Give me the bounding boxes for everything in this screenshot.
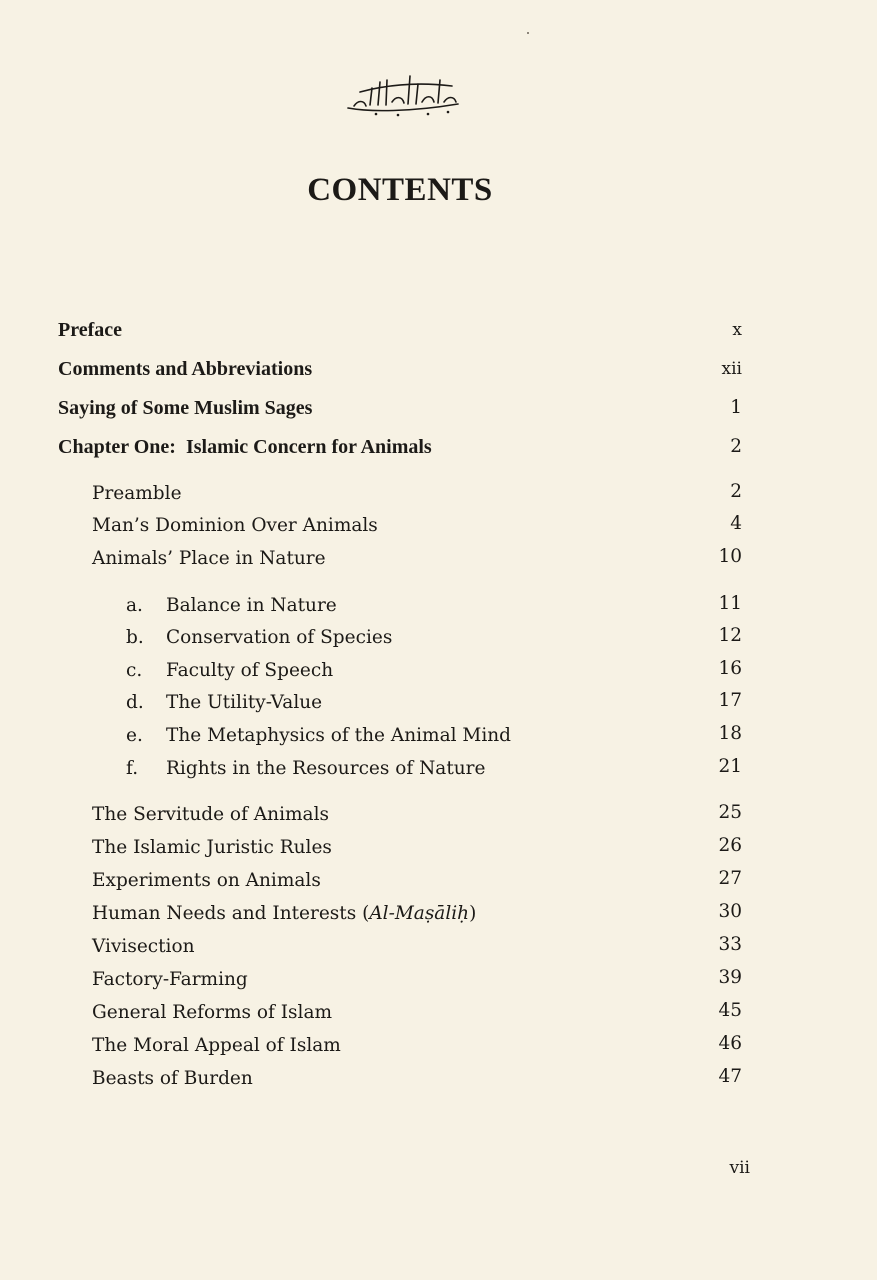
toc-entry-chapter-one <box>58 433 432 461</box>
toc-entry-label: Saying of Some Muslim Sages <box>58 397 313 419</box>
entry-letter: c. <box>126 660 143 681</box>
toc-page-number: 11 <box>718 593 742 614</box>
entry-letter: a. <box>126 595 143 616</box>
toc-entry-preface <box>58 316 122 344</box>
toc-page-number: 4 <box>730 513 742 534</box>
toc-page-number: 27 <box>718 868 742 889</box>
toc-page-number: 45 <box>718 1000 742 1021</box>
entry-letter: b. <box>126 627 144 648</box>
toc-subentry: The Islamic Juristic Rules <box>92 837 332 858</box>
chapter-number: Chapter One: <box>58 436 176 458</box>
toc-page-number: 46 <box>718 1033 742 1054</box>
toc-page-number: 33 <box>718 934 742 955</box>
toc-lettered-entry: b. Conservation of Species <box>126 624 392 652</box>
toc-subentry: Experiments on Animals <box>92 870 321 891</box>
toc-page-number: 12 <box>718 625 742 646</box>
toc-subentry: Vivisection <box>92 936 195 957</box>
entry-letter: f. <box>126 758 139 779</box>
toc-page-number: 39 <box>718 967 742 988</box>
toc-subentry: The Servitude of Animals <box>92 804 329 825</box>
toc-page-number: xii <box>721 359 742 379</box>
toc-subentry: General Reforms of Islam <box>92 1002 333 1023</box>
toc-entry-sayings <box>58 394 312 422</box>
toc-subentry: Animals’ Place in Nature <box>92 548 326 569</box>
toc-subentry: Beasts of Burden <box>92 1068 253 1089</box>
toc-entry-label: Comments and Abbreviations <box>58 358 313 380</box>
entry-letter: d. <box>126 692 144 713</box>
toc-page-number: 17 <box>718 690 742 711</box>
toc-page-number: 47 <box>718 1066 742 1087</box>
entry-letter: e. <box>126 725 143 746</box>
toc-page-number: 18 <box>718 723 742 744</box>
italic-term: Al-Maṣāliḥ <box>369 903 470 924</box>
toc-entry-comments <box>58 355 312 383</box>
toc-entry-label: Preface <box>58 319 123 341</box>
toc-page-number: 2 <box>730 436 742 457</box>
toc-lettered-entry: e. The Metaphysics of the Animal Mind <box>126 722 511 750</box>
toc-page-number: 25 <box>718 802 742 823</box>
toc-page-number: 2 <box>730 481 742 502</box>
toc-subentry: Preamble <box>92 483 182 504</box>
toc-page-number: 10 <box>718 546 742 567</box>
toc-page-number: x <box>732 320 742 340</box>
toc-page-number: 21 <box>718 756 742 777</box>
toc-lettered-entry: d. The Utility-Value <box>126 689 322 717</box>
toc-lettered-entry: a. Balance in Nature <box>126 592 337 620</box>
toc-subentry: Factory-Farming <box>92 969 248 990</box>
toc-page-number: 16 <box>718 658 742 679</box>
toc-lettered-entry: c. Faculty of Speech <box>126 657 333 685</box>
toc-subentry: Man’s Dominion Over Animals <box>92 515 378 536</box>
toc-page-number: 30 <box>718 901 742 922</box>
toc-page-number: 1 <box>730 397 742 418</box>
toc-subentry: The Moral Appeal of Islam <box>92 1035 341 1056</box>
toc-lettered-entry: f. Rights in the Resources of Nature <box>126 755 485 783</box>
toc-entry-label: Islamic Concern for Animals <box>185 436 432 458</box>
toc-subentry: Human Needs and Interests (Al-Maṣāliḥ) <box>92 903 477 924</box>
page-title: CONTENTS <box>307 172 493 208</box>
toc-page-number: 26 <box>718 835 742 856</box>
page-folio: vii <box>729 1158 750 1178</box>
